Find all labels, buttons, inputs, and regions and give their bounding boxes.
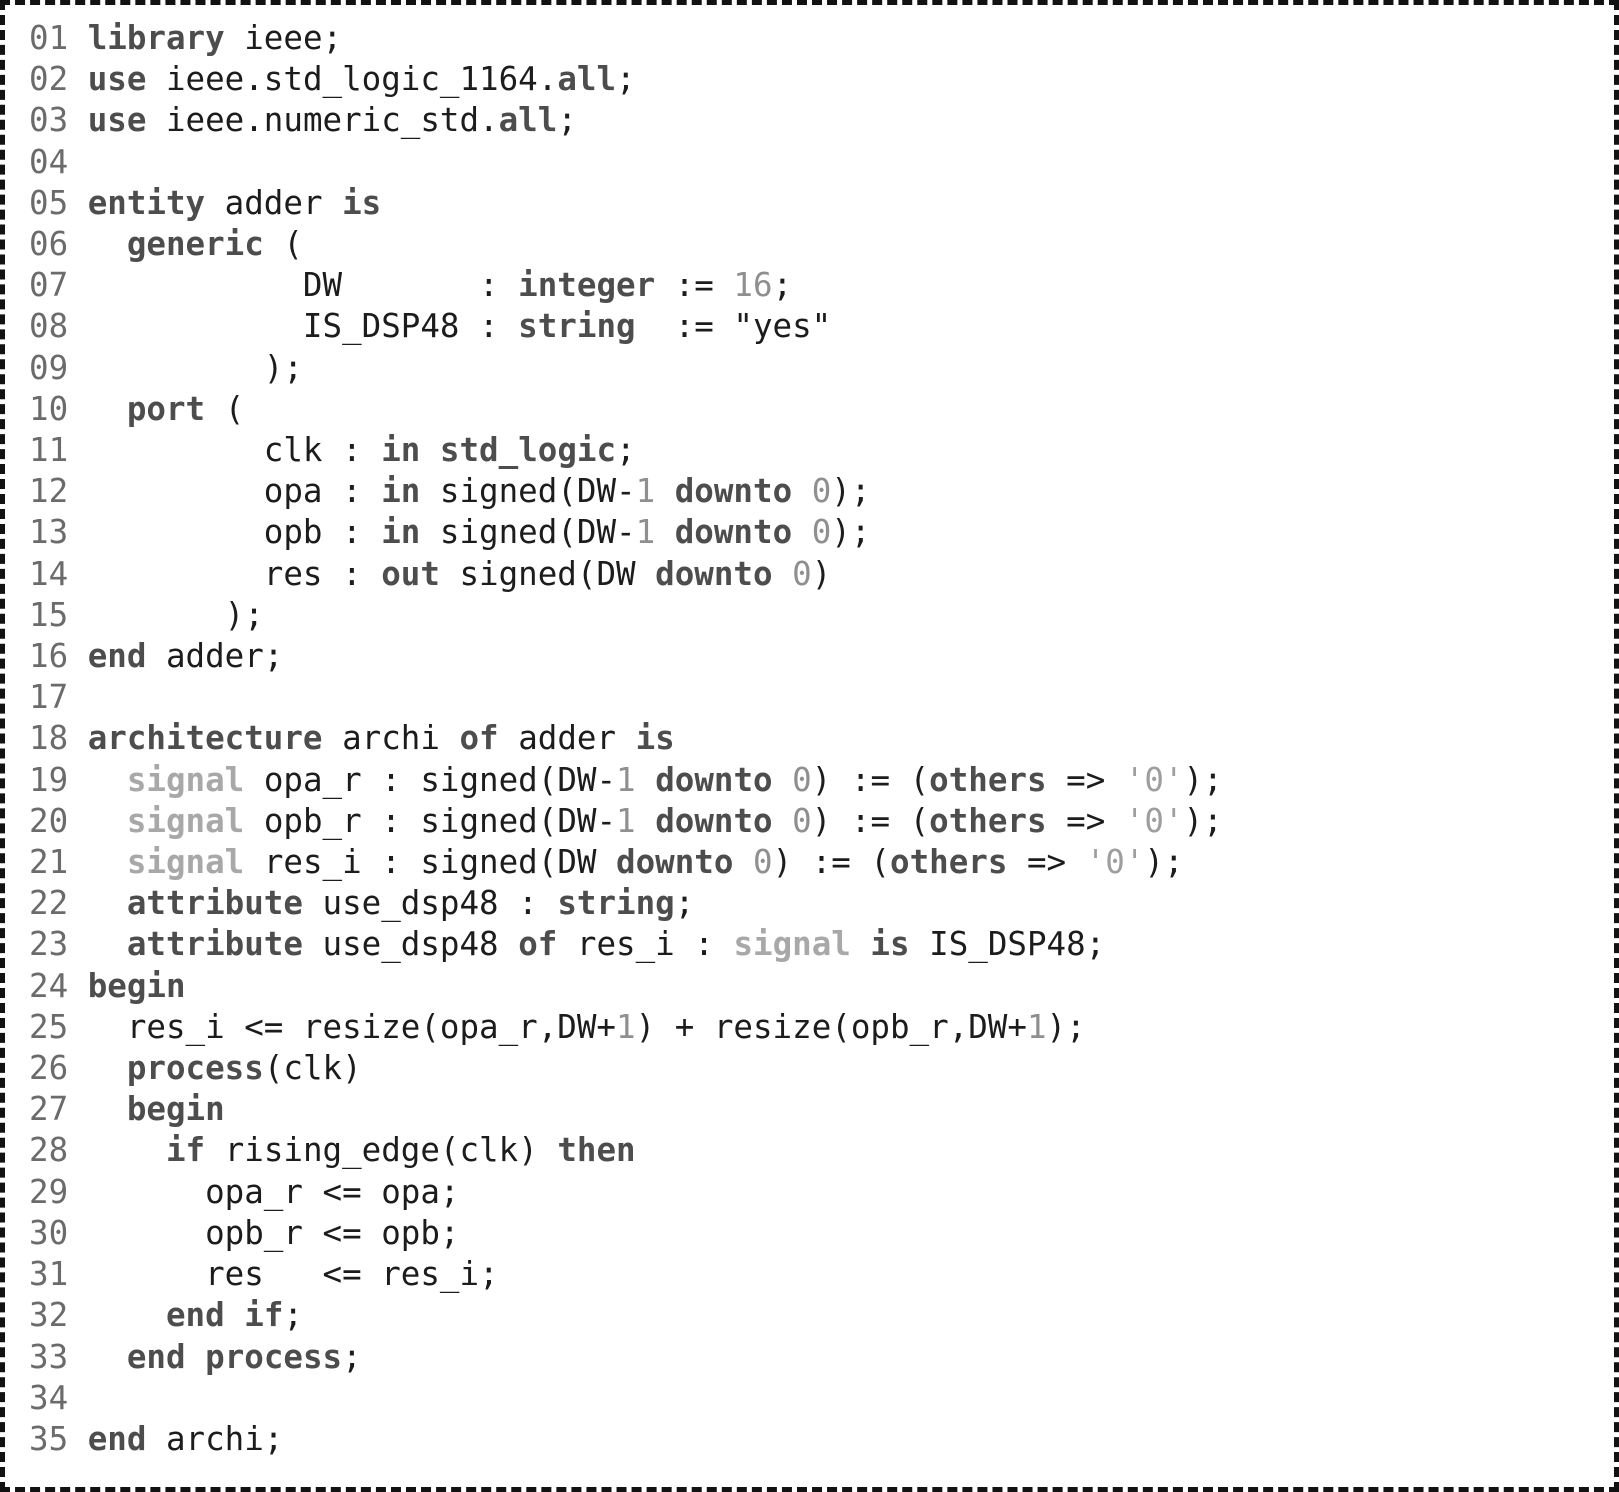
- code-token-num: 0: [811, 513, 832, 552]
- code-line: [29, 348, 1604, 389]
- line-number: 15: [29, 595, 69, 634]
- line-number: 09: [29, 348, 69, 387]
- code-token-num: 0: [792, 554, 812, 593]
- code-token-pl: ;: [557, 101, 577, 140]
- code-token-pl: );: [1183, 760, 1223, 799]
- code-line: [29, 1089, 1604, 1130]
- code-token-pl: );: [87, 348, 303, 387]
- code-token-kw: begin: [126, 1090, 225, 1129]
- code-token-kw: end: [87, 1419, 147, 1458]
- code-token-kw: downto: [616, 843, 734, 882]
- code-token-num: 0: [792, 760, 812, 799]
- code-token-num: 0: [811, 472, 832, 511]
- code-token-pl: [186, 1338, 206, 1376]
- code-token-pl: ieee.std_logic_1164.: [146, 60, 558, 99]
- code-token-kw: is: [870, 925, 910, 964]
- code-token-pl: use_dsp48: [302, 925, 519, 964]
- code-token-pl: [88, 1338, 127, 1376]
- code-token-pl: );: [1183, 801, 1223, 840]
- code-token-num: 16: [733, 266, 773, 305]
- code-token-pl: );: [1046, 1007, 1086, 1046]
- code-token-kw: begin: [87, 966, 186, 1005]
- code-token-pl: ;: [772, 266, 793, 305]
- code-token-num: 0: [792, 801, 812, 840]
- code-token-num: 1: [616, 1007, 636, 1046]
- line-number: 12: [29, 472, 69, 511]
- code-token-pl: res <= res_i;: [87, 1255, 499, 1294]
- code-token-kw: in: [381, 513, 421, 552]
- code-token-pl: [792, 513, 812, 551]
- code-token-kw: use: [87, 101, 147, 140]
- code-line: [29, 1213, 1604, 1254]
- line-number: 30: [29, 1213, 69, 1252]
- code-token-kw: use: [87, 60, 147, 99]
- code-line: [29, 59, 1604, 100]
- code-token-num: 1: [616, 801, 636, 840]
- line-number: 24: [29, 966, 69, 1005]
- code-token-kw: downto: [655, 801, 773, 840]
- code-token-num: 1: [616, 760, 636, 799]
- code-token-pl: [225, 1296, 245, 1334]
- code-token-pl: ) := (: [811, 760, 930, 799]
- code-line: [29, 265, 1604, 306]
- code-token-pl: res_i : signed(DW: [244, 843, 617, 882]
- code-token-pl: adder: [205, 183, 343, 222]
- code-token-pl: opb_r <= opb;: [87, 1213, 460, 1252]
- code-token-pl: =>: [1046, 760, 1125, 799]
- line-number: 10: [29, 389, 69, 428]
- line-number: 26: [29, 1049, 69, 1088]
- code-token-pl: archi;: [146, 1419, 284, 1458]
- code-token-kw: is: [635, 719, 675, 758]
- code-token-kw: attribute: [126, 925, 303, 964]
- code-line: [29, 1254, 1604, 1295]
- code-token-num: 0: [753, 843, 773, 882]
- code-token-pl: opa :: [87, 472, 382, 511]
- line-number: 18: [29, 719, 69, 758]
- code-token-pl: [773, 802, 793, 840]
- code-token-sig: signal: [126, 760, 245, 799]
- line-number: 22: [29, 884, 69, 923]
- code-token-pl: [733, 843, 753, 881]
- code-token-kw: downto: [655, 760, 773, 799]
- code-token-kw: then: [557, 1131, 636, 1170]
- code-token-pl: [88, 225, 127, 263]
- line-number: 20: [29, 801, 69, 840]
- code-token-pl: ) + resize(opb_r,DW+: [635, 1007, 1027, 1046]
- code-token-kw: in: [381, 472, 421, 511]
- code-token-kw: integer: [518, 266, 656, 305]
- code-token-num: 1: [635, 513, 656, 552]
- code-line: [29, 1419, 1604, 1460]
- line-number: 21: [29, 843, 69, 882]
- code-token-pl: );: [831, 472, 871, 511]
- code-token-pl: [792, 472, 812, 510]
- code-token-pl: use_dsp48 :: [302, 884, 558, 923]
- code-token-pl: rising_edge(clk): [205, 1131, 558, 1170]
- code-token-sig: signal: [733, 925, 851, 964]
- line-number: 13: [29, 513, 69, 552]
- code-token-pl: ;: [283, 1296, 303, 1335]
- code-token-pl: ): [811, 554, 832, 593]
- code-token-num: 1: [1026, 1007, 1047, 1046]
- code-token-kw: end: [87, 637, 147, 676]
- code-token-pl: [420, 431, 440, 469]
- code-token-pl: ieee;: [224, 19, 343, 57]
- code-token-pl: =>: [1007, 843, 1086, 882]
- line-number: 14: [29, 554, 69, 593]
- code-token-pl: clk :: [87, 431, 382, 470]
- code-token-pl: opb :: [87, 513, 382, 552]
- code-token-pl: res_i :: [557, 925, 734, 964]
- code-token-pl: [655, 472, 675, 510]
- code-token-kw: out: [381, 554, 440, 593]
- code-line: [29, 1378, 1604, 1419]
- code-token-pl: [88, 390, 127, 428]
- code-line: [29, 142, 1604, 183]
- code-token-pl: archi: [322, 719, 460, 758]
- line-number: 25: [29, 1007, 69, 1046]
- line-number: 27: [29, 1090, 69, 1129]
- code-token-pl: IS_DSP48 :: [87, 307, 519, 346]
- code-token-pl: );: [831, 513, 871, 552]
- code-token-pl: [88, 1049, 127, 1087]
- code-line: [29, 1172, 1604, 1213]
- code-line: [29, 924, 1604, 965]
- code-line: [29, 801, 1604, 842]
- code-token-kw: port: [126, 389, 206, 428]
- code-line: [29, 224, 1604, 265]
- code-token-sig: signal: [126, 843, 245, 882]
- line-number: 11: [29, 431, 69, 470]
- code-line: [29, 430, 1604, 471]
- code-token-pl: [88, 925, 127, 963]
- code-token-pl: [636, 802, 656, 840]
- code-token-pl: [88, 1296, 166, 1334]
- code-token-kw: generic: [126, 225, 264, 264]
- line-number: 29: [29, 1172, 69, 1211]
- code-token-num: 1: [635, 472, 656, 511]
- code-token-kw: end: [126, 1337, 186, 1376]
- line-number: 05: [29, 183, 69, 222]
- code-token-pl: (: [263, 225, 303, 264]
- code-line: [29, 1130, 1604, 1171]
- code-token-pl: res :: [87, 554, 382, 593]
- code-token-pl: [773, 555, 793, 593]
- line-number: 19: [29, 760, 69, 799]
- code-line: [29, 1295, 1604, 1336]
- code-token-pl: := "yes": [635, 307, 832, 346]
- line-number: 28: [29, 1131, 69, 1170]
- code-token-kw: std_logic: [439, 431, 617, 470]
- code-token-kw: of: [518, 925, 558, 964]
- line-number: 01: [29, 19, 69, 57]
- code-token-kw: in: [381, 431, 421, 470]
- code-line: [29, 100, 1604, 141]
- code-token-pl: [655, 513, 675, 551]
- code-token-lit: '0': [1124, 801, 1184, 840]
- line-number: 17: [29, 678, 69, 717]
- code-token-pl: [851, 925, 871, 963]
- line-number: 03: [29, 101, 69, 140]
- code-token-pl: :=: [655, 266, 734, 305]
- code-token-pl: [88, 843, 127, 881]
- code-token-kw: others: [929, 760, 1047, 799]
- code-token-kw: others: [929, 801, 1047, 840]
- code-line: [29, 471, 1604, 512]
- code-token-pl: IS_DSP48;: [909, 925, 1106, 964]
- code-token-pl: ieee.numeric_std.: [146, 101, 499, 140]
- code-token-kw: if: [244, 1296, 284, 1335]
- code-token-pl: [88, 1131, 166, 1169]
- code-token-pl: res_i <= resize(opa_r,DW+: [87, 1007, 617, 1046]
- code-listing: [29, 18, 1604, 1460]
- code-token-pl: signed(DW: [439, 554, 656, 593]
- code-token-pl: );: [1144, 843, 1184, 882]
- line-number: 23: [29, 925, 69, 964]
- line-number: 16: [29, 637, 69, 676]
- code-token-pl: ) := (: [772, 843, 890, 882]
- code-token-lit: '0': [1085, 843, 1145, 882]
- code-token-kw: library: [87, 19, 225, 57]
- code-token-pl: adder: [498, 719, 636, 758]
- code-token-kw: all: [498, 101, 558, 140]
- code-token-pl: [636, 761, 656, 799]
- line-number: 31: [29, 1255, 69, 1294]
- code-line: [29, 966, 1604, 1007]
- code-token-sig: signal: [126, 801, 245, 840]
- line-number: 08: [29, 307, 69, 346]
- code-token-kw: others: [890, 843, 1008, 882]
- code-line: [29, 883, 1604, 924]
- code-line: [29, 183, 1604, 224]
- code-token-kw: architecture: [87, 719, 323, 758]
- code-token-kw: string: [557, 884, 675, 923]
- code-token-pl: ) := (: [811, 801, 930, 840]
- code-token-pl: [88, 884, 127, 922]
- code-token-pl: DW :: [87, 266, 519, 305]
- code-token-pl: adder;: [146, 637, 284, 676]
- code-line: [29, 595, 1604, 636]
- line-number: 04: [29, 142, 69, 181]
- code-token-kw: if: [165, 1131, 206, 1170]
- code-token-kw: downto: [674, 472, 793, 511]
- code-token-kw: all: [557, 60, 617, 99]
- code-line: [29, 554, 1604, 595]
- code-line: [29, 18, 1604, 59]
- code-token-kw: downto: [655, 554, 773, 593]
- code-token-pl: =>: [1046, 801, 1125, 840]
- code-token-kw: string: [518, 307, 636, 346]
- code-token-pl: [88, 1090, 127, 1128]
- code-token-pl: );: [87, 595, 264, 634]
- code-token-pl: [88, 802, 127, 840]
- code-token-pl: ;: [674, 884, 695, 923]
- line-number: 06: [29, 225, 69, 264]
- line-number: 07: [29, 266, 69, 305]
- code-line: [29, 760, 1604, 801]
- code-line: [29, 389, 1604, 430]
- line-number: 32: [29, 1296, 69, 1335]
- code-token-kw: downto: [674, 513, 793, 552]
- code-line: [29, 1007, 1604, 1048]
- code-line: [29, 512, 1604, 553]
- code-token-pl: [773, 761, 793, 799]
- code-line: [29, 306, 1604, 347]
- code-token-pl: signed(DW-: [420, 472, 636, 511]
- code-line: [29, 636, 1604, 677]
- code-token-pl: signed(DW-: [420, 513, 636, 552]
- line-number: 33: [29, 1337, 69, 1376]
- code-token-pl: ;: [616, 431, 636, 470]
- code-token-pl: opa_r : signed(DW-: [244, 760, 617, 799]
- code-token-pl: opb_r : signed(DW-: [244, 801, 617, 840]
- code-token-kw: entity: [87, 183, 206, 222]
- code-token-pl: [88, 761, 127, 799]
- code-token-kw: end: [165, 1296, 225, 1335]
- code-line: [29, 1337, 1604, 1378]
- code-token-kw: process: [205, 1337, 343, 1376]
- code-token-pl: (: [205, 389, 245, 428]
- code-token-pl: opa_r <= opa;: [87, 1172, 460, 1211]
- code-line: [29, 1048, 1604, 1089]
- code-token-pl: ;: [616, 60, 636, 99]
- code-token-pl: ;: [342, 1337, 362, 1376]
- code-token-kw: of: [459, 719, 499, 758]
- code-line: [29, 842, 1604, 883]
- code-line: [29, 677, 1604, 718]
- code-token-pl: (clk): [263, 1049, 362, 1088]
- code-token-kw: is: [342, 183, 382, 222]
- code-token-kw: process: [126, 1049, 264, 1088]
- code-token-kw: attribute: [126, 884, 303, 923]
- line-number: 02: [29, 60, 69, 99]
- line-number: 34: [29, 1378, 69, 1417]
- code-token-lit: '0': [1124, 760, 1184, 799]
- line-number: 35: [29, 1419, 69, 1458]
- code-line: [29, 718, 1604, 759]
